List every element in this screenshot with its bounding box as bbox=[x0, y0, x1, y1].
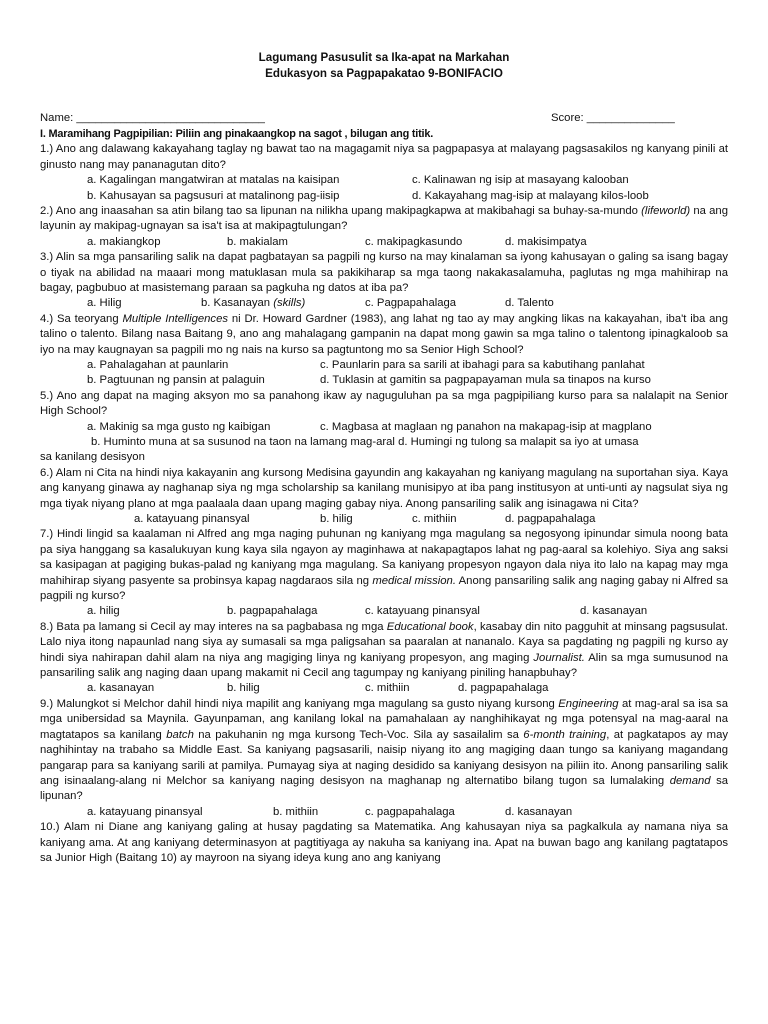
q8-option-b[interactable]: b. hilig bbox=[227, 682, 260, 695]
q6-option-a[interactable]: a. katayuang pinansyal bbox=[134, 513, 250, 526]
q5-options-b-d[interactable]: b. Huminto muna at sa susunod na taon na lamang mag-aral d. Humingi ng tulong sa malapit sa iyo at umasa bbox=[91, 436, 639, 449]
q5-option-c[interactable]: c. Magbasa at maglaan ng panahon na makapag-isip at magplano bbox=[320, 420, 652, 433]
q1-option-c[interactable]: c. Kalinawan ng isip at masayang kalooban bbox=[412, 174, 629, 187]
quiz-page bbox=[40, 50, 728, 866]
q3-option-d[interactable]: d. Talento bbox=[505, 297, 554, 310]
question-6: 6.) Alam ni Cita na hindi niya kakayanin ang kursong Medisina gayundin ang kakayahan ng kaniyang magulang na suportahan siya. Kaya ang kanyang ginawa ay naghanap siya ng mga scholarship sa kanilang munisipyo at iba pang institusyon at unti-unti ay nagsulat siya ng mga tiyak niyang plano at mga paalaala daan upang maging gabay niya. Anong pansariling salik ang isinagawa ni Cita? bbox=[40, 466, 728, 510]
q1-options-row-1 bbox=[40, 173, 728, 188]
name-score-row bbox=[40, 111, 728, 127]
q9-option-a[interactable]: a. katayuang pinansyal bbox=[87, 805, 203, 818]
q9-option-d[interactable]: d. kasanayan bbox=[505, 805, 573, 818]
q7-options bbox=[40, 604, 728, 619]
q4-option-c[interactable]: c. Paunlarin para sa sarili at ibahagi para sa kabutihang panlahat bbox=[320, 359, 645, 372]
q4-options-row-1 bbox=[40, 358, 728, 373]
q3-options bbox=[40, 296, 728, 311]
q7-option-c[interactable]: c. katayuang pinansyal bbox=[365, 605, 480, 618]
q4-option-a[interactable]: a. Pahalagahan at paunlarin bbox=[87, 359, 229, 372]
q8-option-c[interactable]: c. mithiin bbox=[365, 682, 410, 695]
q7-option-d[interactable]: d. kasanayan bbox=[580, 605, 648, 618]
score-field[interactable]: Score: ______________ bbox=[551, 112, 675, 124]
q9-option-c[interactable]: c. pagpapahalaga bbox=[365, 805, 455, 818]
question-7: 7.) Hindi lingid sa kaalaman ni Alfred ang mga naging puhunan ng kaniyang mga magulang sa negosyong ipinundar simula noong bata pa siya hanggang sa kasalukuyan kung kaya sila ngayon ay maginhawa at nakapagtapos lahat ng pag-aaral sa kolehiyo. Siya ang saksi sa kasipagan at pagiging bukas-palad ng kaniyang mga magulang. Sa kaniyang propesyon ngayon dala niya ito lalo na kapag may mga mahihirap siyang pasyente sa probinsya kapag nagdaraos sila ng medical mission. Anong pansariling salik ang naging gabay ni Alfred sa pagpili ng kurso? bbox=[40, 528, 728, 603]
q5-options-row-1 bbox=[40, 420, 728, 435]
exam-subtitle: Edukasyon sa Pagpapakatao 9-BONIFACIO bbox=[265, 67, 503, 80]
exam-title: Lagumang Pasusulit sa Ika-apat na Markahan bbox=[258, 51, 510, 64]
q6-option-b[interactable]: b. hilig bbox=[320, 513, 353, 526]
q2-option-d[interactable]: d. makisimpatya bbox=[505, 235, 587, 248]
q7-option-a[interactable]: a. hilig bbox=[87, 605, 120, 618]
question-10: 10.) Alam ni Diane ang kaniyang galing at husay pagdating sa Matematika. Ang kahusayan niya sa pagkalkula ay namana niya sa kaniyang ama. At ang kaniyang determinasyon at pagtitiyaga ay nakuha sa kaniyang ina. Apat na buwan bago ang kanilang pagtatapos sa Junior High (Baitang 10) ay mayroon na siyang ideya kung ano ang kaniyang bbox=[40, 821, 728, 864]
q9-options bbox=[40, 805, 728, 820]
q2-option-a[interactable]: a. makiangkop bbox=[87, 235, 161, 248]
name-field[interactable]: Name: ______________________________ bbox=[40, 112, 265, 124]
q3-option-c[interactable]: c. Pagpapahalaga bbox=[365, 297, 457, 310]
q5-option-d-continued: sa kanilang desisyon bbox=[40, 451, 145, 464]
q4-option-b[interactable]: b. Pagtuunan ng pansin at palaguin bbox=[87, 374, 265, 387]
q1-options-row-2 bbox=[40, 189, 728, 204]
question-3: 3.) Alin sa mga pansariling salik na dapat pagbatayan sa pagpili ng kurso na may kinalaman sa iyong kahusayan o galing sa isang bagay o tiyak na abilidad na maaari mong matuklasan mula sa pakikiharap sa mga taong nakakasalamuha, paglutas ng mga mahihirap na bagay, pagbubuo at masistemang paraan sa pagkuha ng datos at iba pa? bbox=[40, 251, 728, 295]
question-9: 9.) Malungkot si Melchor dahil hindi niya mapilit ang kaniyang mga magulang sa gusto niyang kursong Engineering at mag-aral sa isa sa mga unibersidad sa Maynila. Gayunpaman, ang kanilang lokal na pamahalaan ay nanghihikayat ng mga potensyal na mag-aaral na magtatapos sa kanilang batch na pakuhanin ng mga kursong Tech-Voc. Sila ay sasailalim sa 6-month training, at pagkatapos ay may naghihintay na trabaho sa Middle East. Sa kaniyang pagsasarili, naisip niyang ito ang magiging daan tungo sa kaniyang magandang pangarap para sa kaniyang sarili at pamilya. Pumayag siya at naging desidido sa kaniyang desisyon na piliin ito. Anong pansariling salik ang isinaalang-alang ni Melchor sa kaniyang naging desisyon na maghanap ng alternatibo bilang tugon sa lumalaking demand sa lipunan? bbox=[40, 697, 728, 803]
q4-option-d[interactable]: d. Tuklasin at gamitin sa pagpapayaman mula sa tinapos na kurso bbox=[320, 374, 651, 387]
q8-option-a[interactable]: a. kasanayan bbox=[87, 682, 155, 695]
q2-option-b[interactable]: b. makialam bbox=[227, 235, 288, 248]
question-4: 4.) Sa teoryang Multiple Intelligences ni Dr. Howard Gardner (1983), ang lahat ng tao ay may angking likas na kakayahan, iba't iba ang talino o talento. Bilang nasa Baitang 9, ano ang mahalagang gampanin na dapat mong gawin sa mga talino o talentong ipinagkaloob sa iyo na may kaugnayan sa pagpili mo ng nais na kurso sa pagtuntong mo sa Senior High School? bbox=[40, 312, 728, 356]
q2-options bbox=[40, 235, 728, 250]
q6-option-c[interactable]: c. mithiin bbox=[412, 513, 457, 526]
question-5: 5.) Ano ang dapat na maging aksyon mo sa panahong ikaw ay naguguluhan pa sa mga pagpipiliang kurso para sa nalalapit na Senior High School? bbox=[40, 389, 728, 418]
q8-option-d[interactable]: d. pagpapahalaga bbox=[458, 682, 549, 695]
instructions: I. Maramihang Pagpipilian: Piliin ang pinakaangkop na sagot , bilugan ang titik. bbox=[40, 128, 434, 140]
q6-options bbox=[40, 512, 728, 527]
q3-option-b[interactable]: b. Kasanayan (skills) bbox=[201, 297, 306, 310]
q7-option-b[interactable]: b. pagpapahalaga bbox=[227, 605, 318, 618]
question-1: 1.) Ano ang dalawang kakayahang taglay ng bawat tao na magagamit niya sa pagpapasya at malayang pagsasakilos ng kanyang pinili at ginusto nang may pananagutan dito? bbox=[40, 143, 728, 171]
q1-option-b[interactable]: b. Kahusayan sa pagsusuri at matalinong pag-iisip bbox=[87, 189, 340, 202]
q4-options-row-2 bbox=[40, 373, 728, 388]
q3-option-a[interactable]: a. Hilig bbox=[87, 297, 122, 310]
q1-option-d[interactable]: d. Kakayahang mag-isip at malayang kilos-loob bbox=[412, 189, 649, 202]
q6-option-d[interactable]: d. pagpapahalaga bbox=[505, 513, 596, 526]
q1-option-a[interactable]: a. Kagalingan mangatwiran at matalas na kaisipan bbox=[87, 174, 340, 187]
q9-option-b[interactable]: b. mithiin bbox=[273, 805, 319, 818]
q2-option-c[interactable]: c. makipagkasundo bbox=[365, 235, 463, 248]
question-2: 2.) Ano ang inaasahan sa atin bilang tao sa lipunan na nilikha upang makipagkapwa at makibahagi sa buhay-sa-mundo (lifeworld) na ang layunin ay makipag-ugnayan sa isa't isa at makipagtulungan? bbox=[40, 205, 728, 233]
q5-option-a[interactable]: a. Makinig sa mga gusto ng kaibigan bbox=[87, 420, 271, 433]
question-8: 8.) Bata pa lamang si Cecil ay may interes na sa pagbabasa ng mga Educational book, kasabay din nito pagguhit at minsang pagsusulat. Lalo niya itong napaunlad nang siya ay sumasali sa mga paligsahan sa paaralan at nananalo. Kaya sa pagdating ng pagpili ng kurso ay hindi siya nahirapan dahil alam na niya ang magiging linya ng kaniyang propesyon, ang maging Journalist. Alin sa mga sumusunod na pansariling salik ang naging daan upang makamit ni Cecil ang tagumpay ng kaniyang piniling hanapbuhay? bbox=[40, 620, 728, 680]
q8-options bbox=[40, 681, 728, 696]
